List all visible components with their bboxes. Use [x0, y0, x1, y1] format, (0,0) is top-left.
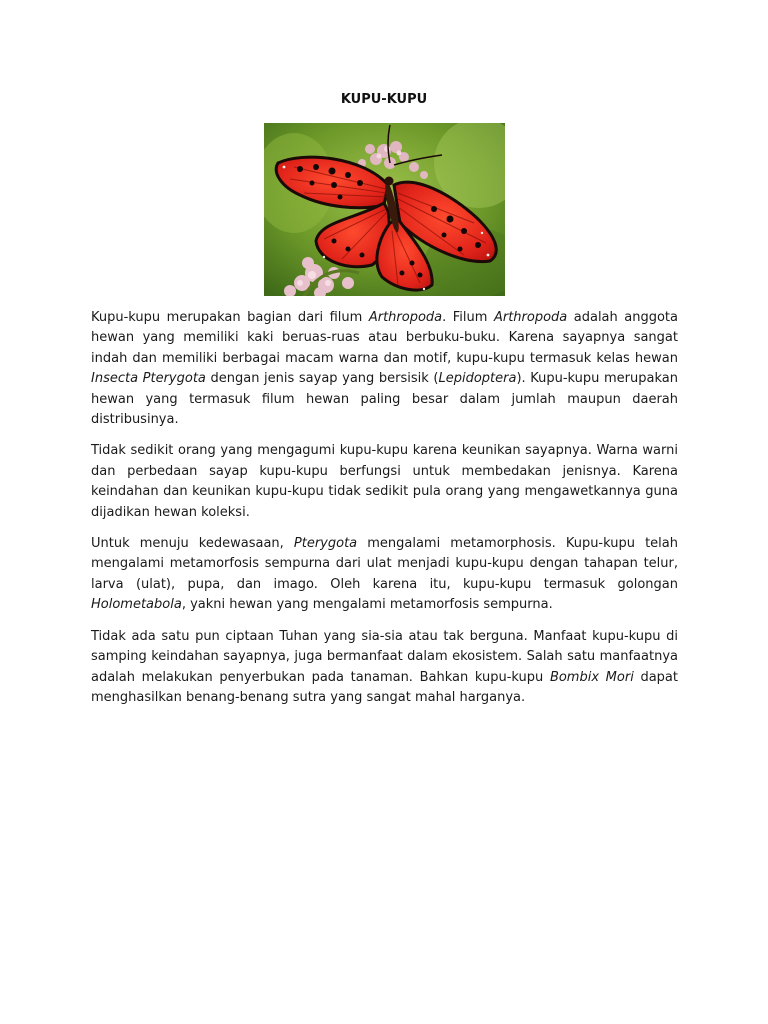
article-body: [91, 308, 678, 719]
italic-term: Bombix Mori: [549, 669, 634, 685]
text-run: dapat menghasilkan benang-benang sutra yang sangat mahal harganya.: [91, 669, 678, 705]
italic-term: Arthropoda: [493, 310, 568, 325]
text-run: Tidak sedikit orang yang mengagumi kupu-kupu karena keunikan sayapnya. Warna warni dan perbedaan sayap kupu-kupu berfungsi untuk membedakan jenisnya. Karena keindahan dan keunikan kupu-kupu tidak sedikit pula orang yang mengawetkannya guna dijadikan hewan koleksi.: [91, 443, 678, 520]
italic-term: Arthropoda: [368, 310, 443, 325]
italic-term: Pterygota: [293, 536, 358, 552]
italic-term: Holometabola: [91, 597, 182, 613]
text-run: ). Kupu-kupu merupakan hewan yang termasuk filum hewan paling besar dalam jumlah maupun daerah distribusinya.: [91, 371, 678, 428]
text-run: Tidak ada satu pun ciptaan Tuhan yang sia-sia atau tak berguna. Manfaat kupu-kupu di samping keindahan sayapnya, juga bermanfaat dalam ekosistem. Salah satu manfaatnya adalah melakukan penyerbukan pada tanaman. Bahkan kupu-kupu: [91, 628, 678, 685]
text-run: Kupu-kupu merupakan bagian dari filum: [91, 310, 369, 325]
text-run: adalah anggota hewan yang memiliki kaki beruas-ruas atau berbuku-buku. Karena sayapnya sangat indah dan memiliki berbagai macam warna dan motif, kupu-kupu termasuk kelas hewan: [91, 310, 678, 366]
paragraph-1: [91, 308, 678, 430]
paragraph-4: [91, 627, 678, 709]
text-run: mengalami metamorphosis. Kupu-kupu telah mengalami metamorfosis sempurna dari ulat menjadi kupu-kupu dengan tahapan telur, larva (ulat), pupa, dan imago. Oleh karena itu, kupu-kupu termasuk golongan: [91, 536, 678, 592]
text-run: dengan jenis sayap yang bersisik (: [205, 371, 439, 387]
italic-term: Lepidoptera: [438, 371, 517, 387]
text-run: . Filum: [442, 310, 494, 325]
text-run: , yakni hewan yang mengalami metamorfosis sempurna.: [181, 597, 553, 613]
paragraph-2: [91, 441, 678, 523]
italic-term: Insecta Pterygota: [91, 371, 206, 387]
butterfly-image: [264, 123, 505, 296]
text-run: Untuk menuju kedewasaan,: [91, 536, 294, 552]
page-title: KUPU-KUPU: [340, 92, 428, 107]
paragraph-3: [91, 534, 678, 616]
